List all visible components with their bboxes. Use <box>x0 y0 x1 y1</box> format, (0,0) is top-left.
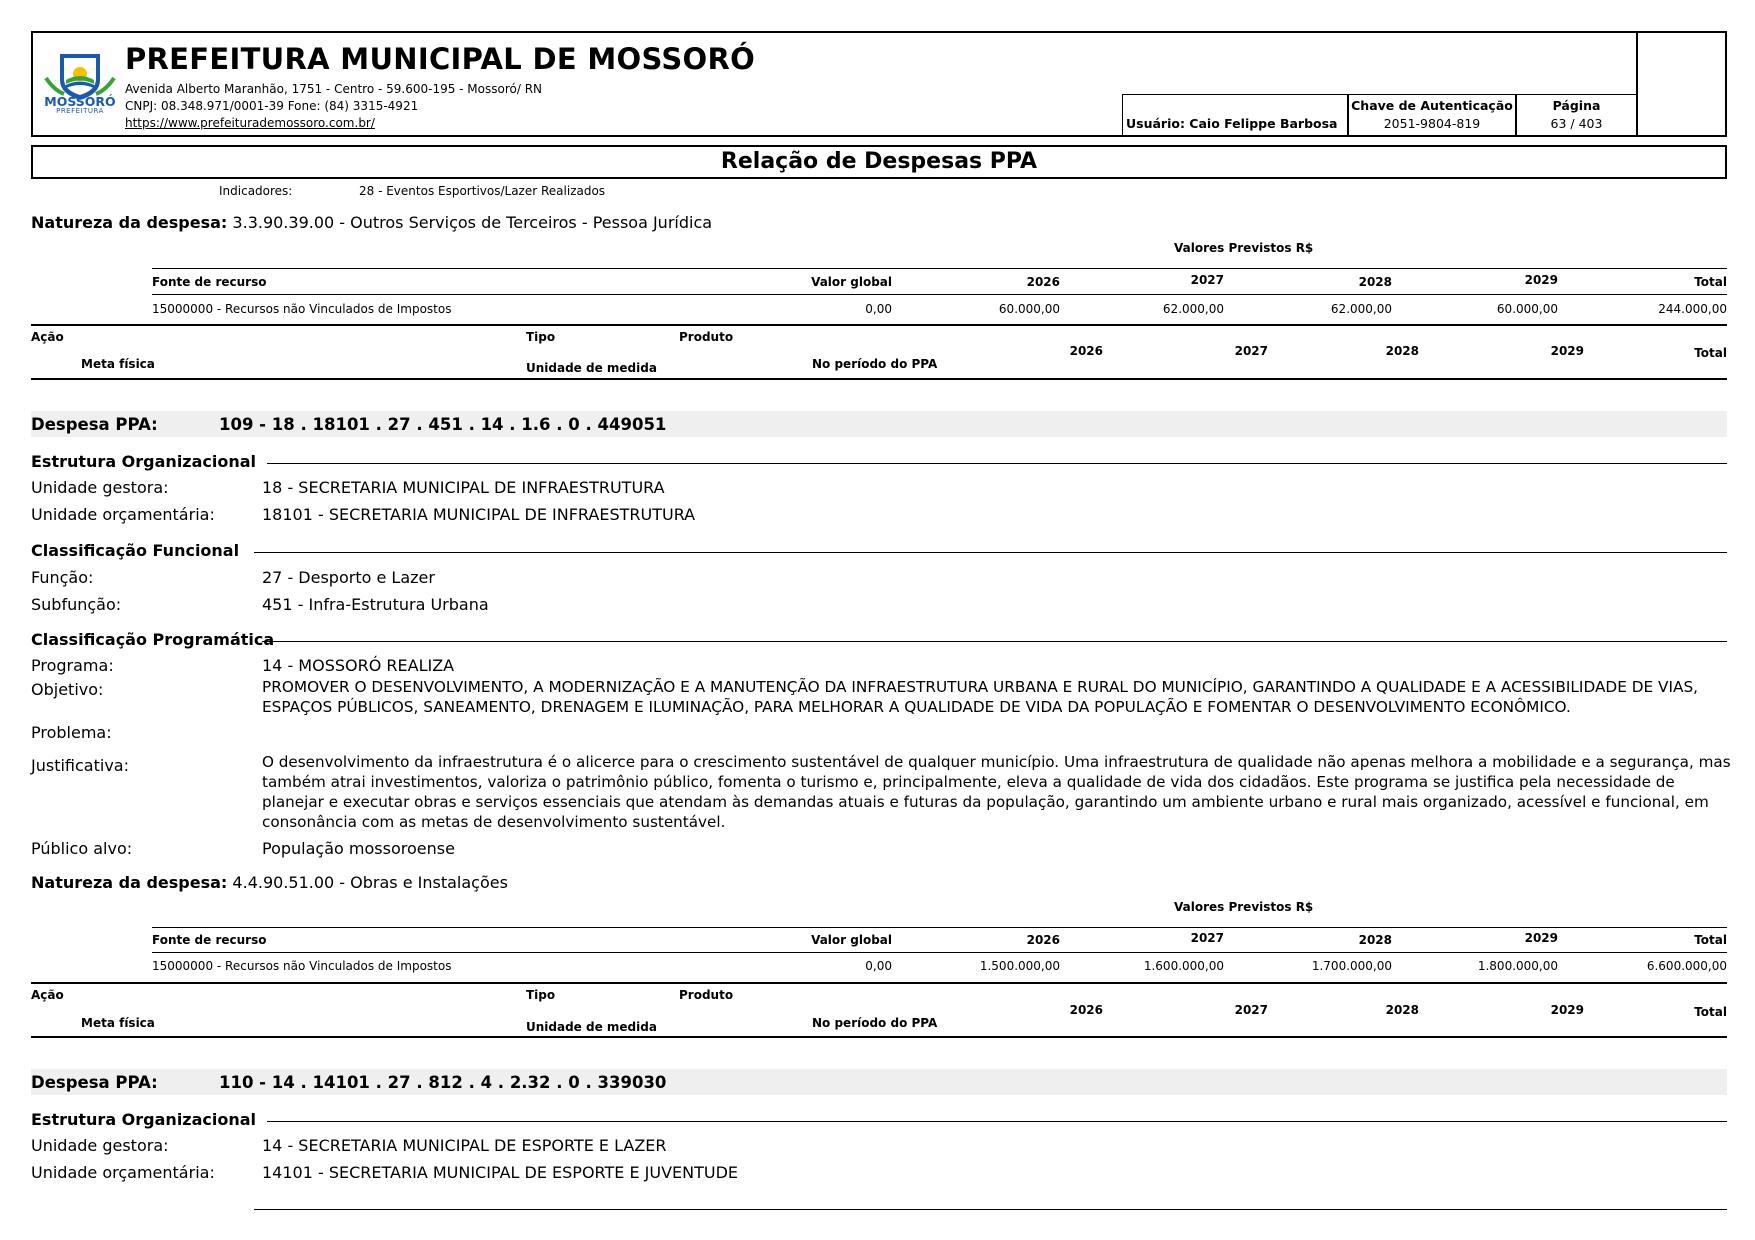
col-total: Total <box>1694 275 1727 289</box>
divider <box>267 463 1727 464</box>
publico-alvo-label: Público alvo: <box>31 839 133 858</box>
auth-key-value: 2051-9804-819 <box>1383 116 1481 131</box>
natureza-1 <box>31 213 712 232</box>
col-2029: 2029 <box>1524 273 1558 287</box>
despesa-ppa-code: 110 - 14 . 14101 . 27 . 812 . 4 . 2.32 . 0 . 339030 <box>219 1073 667 1092</box>
col-no-periodo: No período do PPA <box>812 357 938 371</box>
fonte-row-2029: 1.800.000,00 <box>1477 959 1558 973</box>
justificativa-label: Justificativa: <box>31 756 129 775</box>
divider <box>31 1036 1727 1038</box>
col-fonte: Fonte de recurso <box>152 933 267 947</box>
col-produto: Produto <box>679 988 734 1002</box>
org-address: Avenida Alberto Maranhão, 1751 - Centro - 59.600-195 - Mossoró/ RN <box>125 82 543 96</box>
indicator-value: 28 - Eventos Esportivos/Lazer Realizados <box>359 184 606 198</box>
col-valor-global: Valor global <box>811 275 892 289</box>
meta-col-2026: 2026 <box>1069 344 1103 358</box>
section-classificacao-funcional: Classificação Funcional <box>31 541 240 560</box>
justificativa-value: O desenvolvimento da infraestrutura é o alicerce para o crescimento sustentável de qualquer município. Uma infraestrutura de qualidade não apenas melhora a mobilidade e a segurança, mas também atrai investimentos, valoriza o patrimônio público, fomenta o turismo e, principalmente, eleva a qualidade de vida dos cidadãos. Este programa se justifica pela necessidade de planejar e executar obras e serviços essenciais que atendam às demandas atuais e futuras da população, garantindo um ambiente urbano e rural mais organizado, acessível e funcional, em consonância com as metas de desenvolvimento sustentável. <box>262 753 1731 831</box>
problema-label: Problema: <box>31 723 112 742</box>
despesa-ppa-label: Despesa PPA: <box>31 415 158 434</box>
col-total: Total <box>1694 933 1727 947</box>
programa-label: Programa: <box>31 656 114 675</box>
divider <box>152 268 1727 269</box>
fonte-row-2027: 62.000,00 <box>1162 302 1224 316</box>
divider <box>267 1121 1727 1122</box>
fonte-row-2028: 62.000,00 <box>1330 302 1392 316</box>
col-acao: Ação <box>31 988 64 1002</box>
divider <box>262 641 1727 642</box>
despesa-ppa-109-bar <box>31 411 1727 437</box>
valores-previstos-label: Valores Previstos R$ <box>1174 900 1314 914</box>
programa-value: 14 - MOSSORÓ REALIZA <box>262 656 455 675</box>
fonte-row-valor-global: 0,00 <box>865 959 892 973</box>
natureza-label: Natureza da despesa: <box>31 873 228 892</box>
col-2026: 2026 <box>1026 275 1060 289</box>
col-tipo: Tipo <box>526 330 556 344</box>
unidade-gestora-value: 18 - SECRETARIA MUNICIPAL DE INFRAESTRUTURA <box>262 478 665 497</box>
col-2027: 2027 <box>1190 931 1224 945</box>
col-2027: 2027 <box>1190 273 1224 287</box>
fonte-row-2027: 1.600.000,00 <box>1143 959 1224 973</box>
meta-col-2029: 2029 <box>1550 344 1584 358</box>
divider <box>254 1209 1727 1210</box>
col-2028: 2028 <box>1358 933 1392 947</box>
divider <box>31 982 1727 984</box>
section-estrutura: Estrutura Organizacional <box>31 452 257 471</box>
auth-key-label: Chave de Autenticação <box>1351 98 1513 113</box>
unidade-orcamentaria-value: 14101 - SECRETARIA MUNICIPAL DE ESPORTE E JUVENTUDE <box>262 1163 739 1182</box>
divider <box>152 927 1727 928</box>
col-2029: 2029 <box>1524 931 1558 945</box>
page-label: Página <box>1552 98 1601 113</box>
header-blank-cell <box>1636 31 1727 137</box>
col-valor-global: Valor global <box>811 933 892 947</box>
col-fonte: Fonte de recurso <box>152 275 267 289</box>
col-produto: Produto <box>679 330 734 344</box>
col-tipo: Tipo <box>526 988 556 1002</box>
page-cell <box>1516 94 1636 137</box>
funcao-value: 27 - Desporto e Lazer <box>262 568 435 587</box>
col-unidade-medida: Unidade de medida <box>526 361 657 375</box>
meta-col-2029: 2029 <box>1550 1003 1584 1017</box>
page-value: 63 / 403 <box>1550 116 1603 131</box>
section-classificacao-programatica: Classificação Programática <box>31 630 275 649</box>
unidade-orcamentaria-value: 18101 - SECRETARIA MUNICIPAL DE INFRAESTRUTURA <box>262 505 696 524</box>
org-cnpj-phone: CNPJ: 08.348.971/0001-39 Fone: (84) 3315-4921 <box>125 99 419 113</box>
fonte-row-name: 15000000 - Recursos não Vinculados de Impostos <box>152 302 452 316</box>
funcao-label: Função: <box>31 568 94 587</box>
col-meta-fisica: Meta física <box>81 1016 155 1030</box>
objetivo-label: Objetivo: <box>31 680 104 699</box>
org-name: PREFEITURA MUNICIPAL DE MOSSORÓ <box>125 42 756 76</box>
meta-col-2026: 2026 <box>1069 1003 1103 1017</box>
fonte-row-total: 6.600.000,00 <box>1646 959 1727 973</box>
fonte-row-2028: 1.700.000,00 <box>1311 959 1392 973</box>
col-unidade-medida: Unidade de medida <box>526 1020 657 1034</box>
unidade-orcamentaria-label: Unidade orçamentária: <box>31 505 215 524</box>
divider <box>152 952 1727 953</box>
meta-col-2027: 2027 <box>1234 344 1268 358</box>
divider <box>31 324 1727 326</box>
unidade-gestora-label: Unidade gestora: <box>31 1136 169 1155</box>
subfuncao-label: Subfunção: <box>31 595 122 614</box>
despesa-ppa-110-bar <box>31 1069 1727 1095</box>
natureza-value: 4.4.90.51.00 - Obras e Instalações <box>232 873 508 892</box>
meta-col-total: Total <box>1694 1005 1727 1019</box>
divider <box>254 552 1727 553</box>
despesa-ppa-label: Despesa PPA: <box>31 1073 158 1092</box>
valores-previstos-label: Valores Previstos R$ <box>1174 241 1314 255</box>
report-title: Relação de Despesas PPA <box>31 145 1727 179</box>
fonte-row-valor-global: 0,00 <box>865 302 892 316</box>
natureza-label: Natureza da despesa: <box>31 213 228 232</box>
natureza-2 <box>31 873 508 892</box>
publico-alvo-value: População mossoroense <box>262 839 455 858</box>
logo-text: MOSSORÓ <box>44 94 116 109</box>
divider <box>31 378 1727 380</box>
section-estrutura: Estrutura Organizacional <box>31 1110 257 1129</box>
unidade-orcamentaria-label: Unidade orçamentária: <box>31 1163 215 1182</box>
auth-key-cell <box>1348 94 1516 137</box>
org-website-link[interactable]: https://www.prefeiturademossoro.com.br/ <box>125 116 375 130</box>
subfuncao-value: 451 - Infra-Estrutura Urbana <box>262 595 489 614</box>
meta-col-2028: 2028 <box>1385 1003 1419 1017</box>
col-no-periodo: No período do PPA <box>812 1016 938 1030</box>
despesa-ppa-code: 109 - 18 . 18101 . 27 . 451 . 14 . 1.6 . 0 . 449051 <box>219 415 667 434</box>
fonte-row-2026: 1.500.000,00 <box>979 959 1060 973</box>
col-acao: Ação <box>31 330 64 344</box>
objetivo-value: PROMOVER O DESENVOLVIMENTO, A MODERNIZAÇÃO E A MANUTENÇÃO DA INFRAESTRUTURA URBANA E RURAL DO MUNICÍPIO, GARANTINDO A QUALIDADE E A ACESSIBILIDADE DE VIAS, ESPAÇOS PÚBLICOS, SANEAMENTO, DRENAGEM E ILUMINAÇÃO, PARA MELHORAR A QUALIDADE DE VIDA DA POPULAÇÃO E FOMENTAR O DESENVOLVIMENTO ECONÔMICO. <box>262 678 1699 716</box>
unidade-gestora-label: Unidade gestora: <box>31 478 169 497</box>
fonte-row-name: 15000000 - Recursos não Vinculados de Impostos <box>152 959 452 973</box>
logo-subtext: PREFEITURA <box>56 107 104 115</box>
fonte-row-total: 244.000,00 <box>1658 302 1727 316</box>
meta-col-2028: 2028 <box>1385 344 1419 358</box>
indicator-label: Indicadores: <box>219 184 293 198</box>
user-label: Usuário: Caio Felippe Barbosa <box>1126 116 1338 131</box>
col-2028: 2028 <box>1358 275 1392 289</box>
col-meta-fisica: Meta física <box>81 357 155 371</box>
unidade-gestora-value: 14 - SECRETARIA MUNICIPAL DE ESPORTE E LAZER <box>262 1136 667 1155</box>
natureza-value: 3.3.90.39.00 - Outros Serviços de Terceiros - Pessoa Jurídica <box>232 213 713 232</box>
divider <box>152 294 1727 295</box>
fonte-row-2026: 60.000,00 <box>998 302 1060 316</box>
meta-col-total: Total <box>1694 346 1727 360</box>
user-cell <box>1122 94 1348 137</box>
meta-col-2027: 2027 <box>1234 1003 1268 1017</box>
fonte-row-2029: 60.000,00 <box>1496 302 1558 316</box>
col-2026: 2026 <box>1026 933 1060 947</box>
